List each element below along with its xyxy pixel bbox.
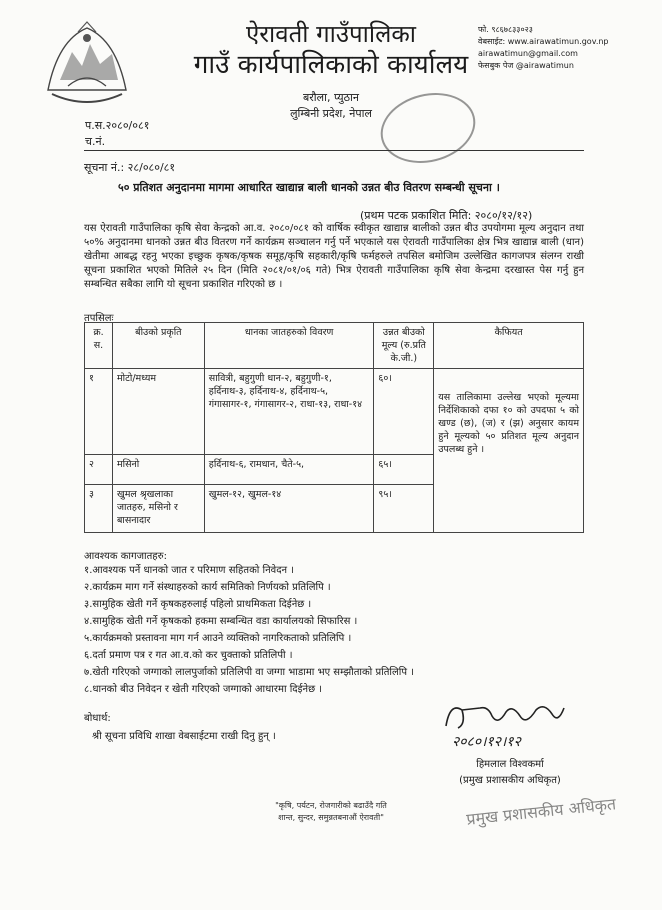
phone-number: फो. ९८६७८३३०२३ [478, 25, 533, 34]
address-line-1: बरौला, प्युठान [303, 91, 359, 104]
seed-varieties: हर्दिनाथ-६, रामधान, चैते-५, [204, 455, 374, 485]
facebook-page[interactable]: फेसबुक पेज @airawatimun [478, 61, 574, 70]
seed-varieties: सावित्री, बहुगुणी धान-२, बहुगुणी-१, हर्दिनाथ-३, हर्दिनाथ-४, हर्दिनाथ-५, गंगासागर-१, गंगासागर-२, राधा-१३, राधा-१४ [204, 369, 374, 455]
details-label: तपसिलः [84, 313, 114, 324]
requirements-list [84, 562, 414, 698]
signatory-name: हिमलाल विश्वकर्मा [476, 759, 544, 770]
column-header: बीउको प्रकृति [112, 323, 204, 369]
seed-price: ९५। [374, 485, 434, 533]
list-item: ४.सामुहिक खेती गर्ने कृषकको हकमा सम्बन्धित वडा कार्यालयको सिफारिस । [84, 616, 358, 627]
seed-price: ६०। [374, 369, 434, 455]
list-item: ५.कार्यक्रमको प्रस्तावना माग गर्न आउने व्यक्तिको नागरिकताको प्रतिलिपि । [84, 633, 352, 644]
notice-number: सूचना नं.: २८/०८०/८१ [84, 161, 176, 174]
address-line-2: लुम्बिनी प्रदेश, नेपाल [290, 107, 372, 120]
column-header: क्र. स. [85, 323, 113, 369]
contact-block [478, 24, 609, 72]
list-item: १.आवश्यक पर्ने धानको जात र परिमाण सहितको निवेदन । [84, 565, 295, 576]
serial-number: २ [85, 455, 113, 485]
dispatch-number: च.नं. [85, 135, 106, 148]
signature-scribble [440, 696, 570, 736]
table-header-row [85, 323, 584, 369]
column-header: धानका जातहरुको विवरण [204, 323, 374, 369]
serial-number: १ [85, 369, 113, 455]
remark-cell [434, 369, 584, 533]
seed-price: ६५। [374, 455, 434, 485]
seed-price-table [84, 322, 584, 533]
seed-type: खुमल श्रृखलाका जातहरु, मसिनो र बासनादार [112, 485, 204, 533]
website-link[interactable]: वेबसाईट: www.airawatimun.gov.np [478, 37, 609, 46]
municipality-name: ऐरावती गाउँपालिका [245, 20, 417, 48]
email-link[interactable]: airawatimun@gmail.com [478, 49, 578, 58]
seed-varieties: खुमल-१२, खुमल-१४ [204, 485, 374, 533]
cc-item: श्री सूचना प्रविधि शाखा वेबसाईटमा राखी दिनु हुन् । [92, 731, 276, 742]
list-item: ७.खेती गरिएको जग्गाको लालपुर्जाको प्रतिलिपी वा जग्गा भाडामा भए सम्झौताको प्रतिलिपि । [84, 667, 415, 678]
seed-type: मसिनो [112, 455, 204, 485]
requirements-title: आवश्यक कागजातहरु: [84, 551, 167, 562]
published-date: (प्रथम पटक प्रकाशित मिति: २०८०/१२/१२) [360, 209, 533, 222]
seed-type: मोटो/मध्यम [112, 369, 204, 455]
table-row [85, 369, 584, 455]
slogan-line-1: "कृषि, पर्यटन, रोजगारीको बढाउँदै गति [275, 801, 387, 810]
letter-number: प.स.२०८०/०८१ [85, 119, 150, 132]
list-item: २.कार्यक्रम माग गर्ने संस्थाहरुको कार्य समितिको निर्णयको प्रतिलिपि । [84, 582, 331, 593]
signatory-title: (प्रमुख प्रशासकीय अधिकृत) [459, 775, 561, 786]
notice-body: यस ऐरावती गाउँपालिका कृषि सेवा केन्द्रको आ.व. २०८०/०८१ को वार्षिक स्वीकृत खाद्यान्न बालीको उन्नत बीउ उपयोगमा मूल्य अनुदान तथा ५०% अनुदानमा धानको उन्नत बीउ वितरण गर्ने कार्यक्रम सञ्चालन गर्नु पर्ने भएकाले यस ऐरावती गाउँपालिका क्षेत्र भित्र खाद्यान्न बाली (धान) खेतीमा आबद्ध रहनु भएका इच्छुक कृषक/कृषक समूह/कृषि सहकारी/कृषि फर्महरुले तपसिल बमोजिम उल्लेखित कागजपत्र संलग्न राखी सूचना प्रकाशित भएको मितिले २५ दिन (मिति २०८१/०१/०६ गते) भित्र ऐरावती गाउँपालिका कृषि सेवा केन्द्रमा दरखास्त पेस गर्नु हुन सम्बन्धित सबैका लागि यो सूचना प्रकाशित गरिएको छ । [84, 223, 584, 290]
signature-date: २०८०।१२।१२ [452, 734, 521, 750]
remark-text: यस तालिकामा उल्लेख भएको मूल्यमा निर्देशिकाको दफा १० को उपदफा ५ को खण्ड (छ), (ज) र (झ) अनुसार कायम हुने मूल्यको ५० प्रतिशत मूल्य अनुदान उपलब्ध हुने । [438, 392, 579, 455]
column-header: कैफियत [434, 323, 584, 369]
office-name: गाउँ कार्यपालिकाको कार्यालय [193, 50, 469, 80]
serial-number: ३ [85, 485, 113, 533]
list-item: ६.दर्ता प्रमाण पत्र र गत आ.व.को कर चुक्ताको प्रतिलिपी । [84, 650, 293, 661]
designation-stamp: प्रमुख प्रशासकीय अधिकृत [465, 794, 617, 829]
header-divider [84, 150, 584, 151]
list-item: ३.सामुहिक खेती गर्ने कृषकहरुलाई पहिलो प्राथमिकता दिईनेछ । [84, 599, 312, 610]
list-item: ८.धानको बीउ निवेदन र खेती गरिएको जग्गाको आधारमा दिईनेछ । [84, 684, 323, 695]
cc-label: बोधार्थ: [84, 713, 111, 724]
notice-subject: ५० प्रतिशत अनुदानमा मागमा आधारित खाद्यान्न बाली धानको उन्नत बीउ वितरण सम्बन्धी सूचना । [118, 181, 500, 194]
slogan-line-2: शान्त, सुन्दर, समुन्नतबनाऔं ऐरावती" [278, 813, 384, 822]
column-header: उन्नत बीउको मूल्य (रु.प्रति के.जी.) [374, 323, 434, 369]
